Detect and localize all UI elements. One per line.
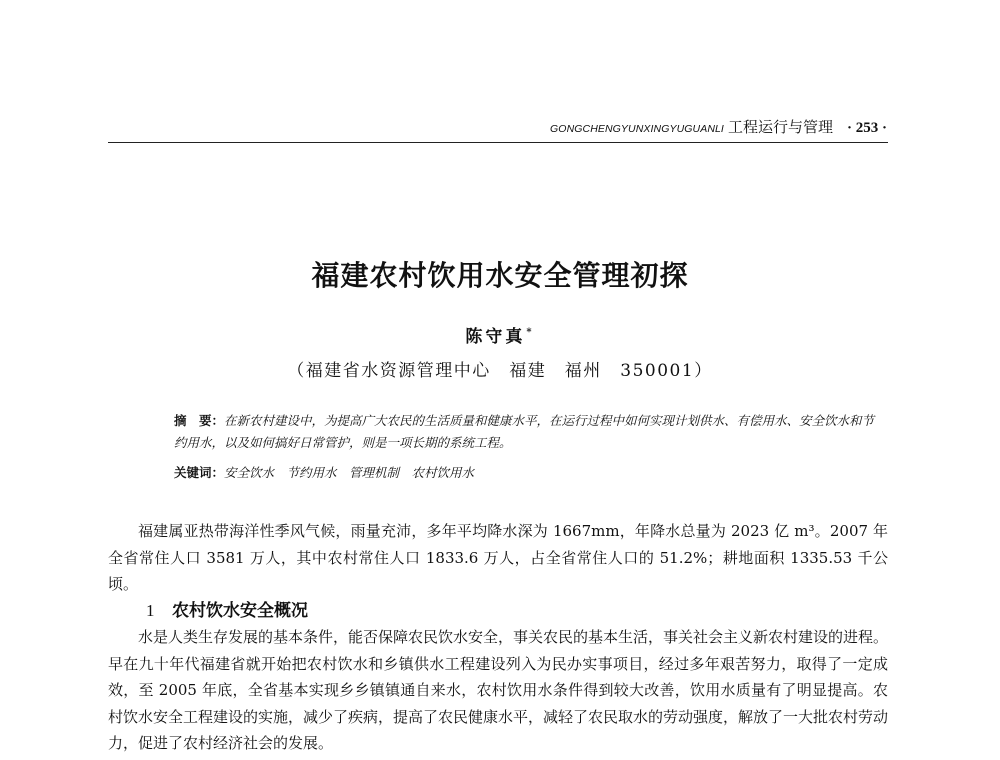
body-text bbox=[108, 518, 888, 757]
author-footnote-mark: * bbox=[526, 327, 535, 339]
abstract bbox=[108, 410, 884, 454]
author bbox=[0, 322, 1000, 347]
paper-title: 福建农村饮用水安全管理初探 bbox=[311, 259, 689, 292]
keywords-text: 安全饮水 节约用水 管理机制 农村饮用水 bbox=[224, 465, 475, 480]
journal-latin-name: GONGCHENGYUNXINGYUGUANLI bbox=[550, 123, 724, 135]
paragraph-intro: 福建属亚热带海洋性季风气候，雨量充沛，多年平均降水深为 1667mm，年降水总量为 2023 亿 m³。2007 年全省常住人口 3581 万人，其中农村常住人口 1833.6 万人，占全省常住人口的 51.2%；耕地面积 1335.53 千公顷。 bbox=[108, 522, 888, 593]
abstract-text: 在新农村建设中，为提高广大农民的生活质量和健康水平，在运行过程中如何实现计划供水、有偿用水、安全饮水和节约用水，以及如何搞好日常管护，则是一项长期的系统工程。 bbox=[174, 413, 875, 450]
abstract-label: 摘 要： bbox=[174, 413, 225, 428]
section-number: 1 bbox=[146, 600, 155, 620]
keywords bbox=[174, 463, 474, 481]
journal-section-name: 工程运行与管理 bbox=[727, 118, 833, 136]
affiliation: （福建省水资源管理中心 福建 福州 350001） bbox=[287, 361, 713, 381]
header-rule bbox=[108, 142, 888, 143]
section-heading bbox=[108, 598, 888, 625]
paragraph-section1: 水是人类生存发展的基本条件，能否保障农民饮水安全，事关农民的基本生活，事关社会主义新农村建设的进程。早在九十年代福建省就开始把农村饮水和乡镇供水工程建设列入为民办实事项目，经过多年艰苦努力，取得了一定成效，至 2005 年底，全省基本实现乡乡镇镇通自来水，农村饮用水条件得到较大改善，饮用水质量有了明显提高。农村饮水安全工程建设的实施，减少了疾病，提高了农民健康水平，减轻了农民取水的劳动强度，解放了一大批农村劳动力，促进了农村经济社会的发展。 bbox=[108, 628, 889, 752]
running-header bbox=[108, 116, 887, 138]
author-name: 陈守真 bbox=[465, 327, 526, 347]
keywords-label: 关键词： bbox=[174, 465, 225, 480]
page-number: · 253 · bbox=[846, 120, 887, 136]
section-title: 农村饮水安全概况 bbox=[172, 600, 308, 621]
